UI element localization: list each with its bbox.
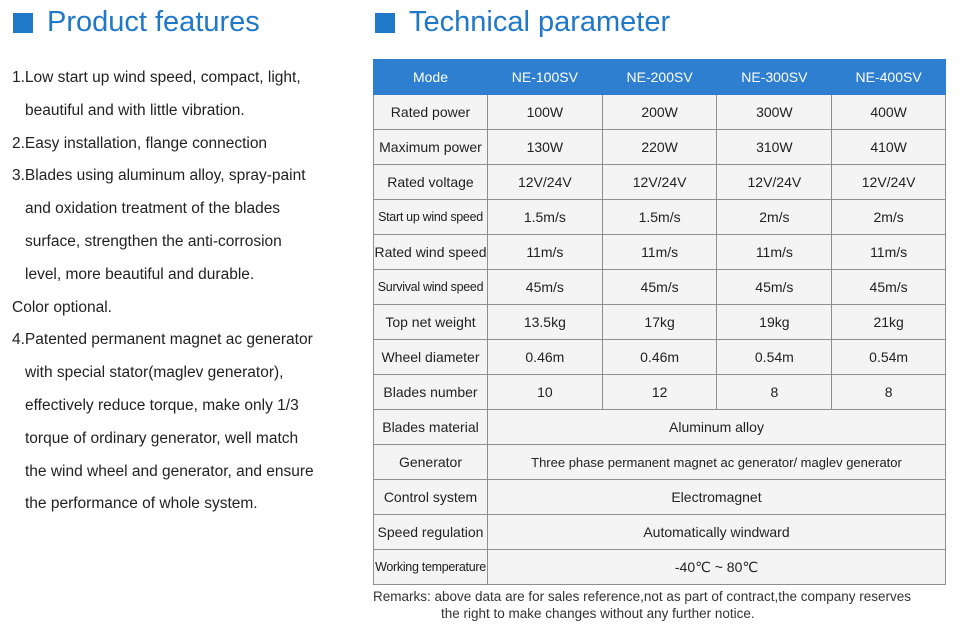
header-model-cell: NE-400SV: [832, 60, 946, 95]
row-value-cell: 130W: [487, 130, 602, 165]
cut-off-heading-decoration: [8, 622, 428, 632]
feature-line: with special stator(maglev generator),: [25, 364, 284, 382]
feature-line: effectively reduce torque, make only 1/3: [25, 396, 299, 414]
row-merged-value-cell: Electromagnet: [487, 480, 945, 515]
row-value-cell: 220W: [602, 130, 717, 165]
feature-line: level, more beautiful and durable.: [25, 265, 255, 283]
feature-line: the performance of whole system.: [25, 495, 258, 513]
row-label-cell: Rated wind speed: [374, 235, 488, 270]
row-value-cell: 11m/s: [832, 235, 946, 270]
row-label-cell: Survival wind speed: [374, 270, 488, 305]
row-label-cell: Blades material: [374, 410, 488, 445]
row-value-cell: 45m/s: [487, 270, 602, 305]
table-row: [374, 130, 946, 165]
feature-line: surface, strengthen the anti-corrosion: [25, 232, 282, 250]
row-value-cell: 12V/24V: [602, 165, 717, 200]
table-row: [374, 340, 946, 375]
row-value-cell: 300W: [717, 95, 832, 130]
row-value-cell: 0.54m: [717, 340, 832, 375]
table-row: [374, 550, 946, 585]
row-value-cell: 100W: [487, 95, 602, 130]
table-row: [374, 165, 946, 200]
row-value-cell: 11m/s: [602, 235, 717, 270]
row-label-cell: Maximum power: [374, 130, 488, 165]
row-value-cell: 19kg: [717, 305, 832, 340]
feature-line: beautiful and with little vibration.: [25, 101, 245, 119]
table-row: [374, 515, 946, 550]
row-label-cell: Speed regulation: [374, 515, 488, 550]
remarks-note: [373, 588, 963, 622]
row-value-cell: 12V/24V: [487, 165, 602, 200]
table-row: [374, 305, 946, 340]
header-model-cell: NE-100SV: [487, 60, 602, 95]
feature-line: the wind wheel and generator, and ensure: [25, 462, 314, 480]
row-value-cell: 1.5m/s: [602, 200, 717, 235]
row-value-cell: 45m/s: [717, 270, 832, 305]
row-value-cell: 12V/24V: [717, 165, 832, 200]
feature-line: and oxidation treatment of the blades: [25, 200, 281, 218]
row-value-cell: 21kg: [832, 305, 946, 340]
row-merged-value-cell: Three phase permanent magnet ac generator/ maglev generator: [487, 445, 945, 480]
feature-line: 1.Low start up wind speed, compact, light,: [12, 69, 301, 86]
table-row: [374, 270, 946, 305]
row-value-cell: 410W: [832, 130, 946, 165]
header-model-cell: NE-300SV: [717, 60, 832, 95]
table-row: [374, 410, 946, 445]
table-row: [374, 445, 946, 480]
row-value-cell: 2m/s: [832, 200, 946, 235]
feature-line: torque of ordinary generator, well match: [25, 429, 299, 447]
table-row: [374, 235, 946, 270]
row-value-cell: 45m/s: [602, 270, 717, 305]
heading-square-icon: [375, 13, 395, 33]
header-mode-cell: Mode: [374, 60, 488, 95]
row-merged-value-cell: Aluminum alloy: [487, 410, 945, 445]
row-value-cell: 2m/s: [717, 200, 832, 235]
row-label-cell: Wheel diameter: [374, 340, 488, 375]
table-row: [374, 200, 946, 235]
feature-line: 4.Patented permanent magnet ac generator: [12, 331, 313, 349]
row-value-cell: 0.54m: [832, 340, 946, 375]
row-value-cell: 1.5m/s: [487, 200, 602, 235]
product-features-heading: [13, 6, 260, 39]
row-label-cell: Generator: [374, 445, 488, 480]
row-label-cell: Blades number: [374, 375, 488, 410]
row-label-cell: Start up wind speed: [374, 200, 488, 235]
table-row: [374, 480, 946, 515]
row-merged-value-cell: Automatically windward: [487, 515, 945, 550]
technical-parameter-heading: [375, 6, 670, 39]
row-value-cell: 8: [832, 375, 946, 410]
heading-square-icon: [13, 13, 33, 33]
row-value-cell: 12: [602, 375, 717, 410]
product-features-list: [12, 62, 357, 521]
row-label-cell: Rated power: [374, 95, 488, 130]
row-value-cell: 200W: [602, 95, 717, 130]
row-value-cell: 12V/24V: [832, 165, 946, 200]
header-model-cell: NE-200SV: [602, 60, 717, 95]
row-value-cell: 0.46m: [602, 340, 717, 375]
product-features-title: Product features: [47, 6, 260, 38]
row-value-cell: 0.46m: [487, 340, 602, 375]
feature-line: 3.Blades using aluminum alloy, spray-paint: [12, 167, 306, 185]
row-value-cell: 400W: [832, 95, 946, 130]
row-value-cell: 11m/s: [717, 235, 832, 270]
technical-parameter-title: Technical parameter: [409, 6, 671, 38]
remarks-line: Remarks: above data are for sales reference,not as part of contract,the company reserves: [373, 589, 912, 604]
row-label-cell: Control system: [374, 480, 488, 515]
row-label-cell: Top net weight: [374, 305, 488, 340]
feature-line: 2.Easy installation, flange connection: [12, 134, 268, 152]
remarks-line: the right to make changes without any further notice.: [441, 606, 755, 621]
row-value-cell: 17kg: [602, 305, 717, 340]
technical-parameter-table: [373, 59, 946, 585]
row-value-cell: 11m/s: [487, 235, 602, 270]
row-value-cell: 8: [717, 375, 832, 410]
table-row: [374, 95, 946, 130]
row-value-cell: 10: [487, 375, 602, 410]
row-value-cell: 310W: [717, 130, 832, 165]
feature-line: Color optional.: [12, 298, 112, 316]
table-header-row: [374, 60, 946, 95]
row-label-cell: Working temperature: [374, 550, 488, 585]
row-merged-value-cell: -40℃ ~ 80℃: [487, 550, 945, 585]
table-row: [374, 375, 946, 410]
row-value-cell: 45m/s: [832, 270, 946, 305]
row-value-cell: 13.5kg: [487, 305, 602, 340]
row-label-cell: Rated voltage: [374, 165, 488, 200]
